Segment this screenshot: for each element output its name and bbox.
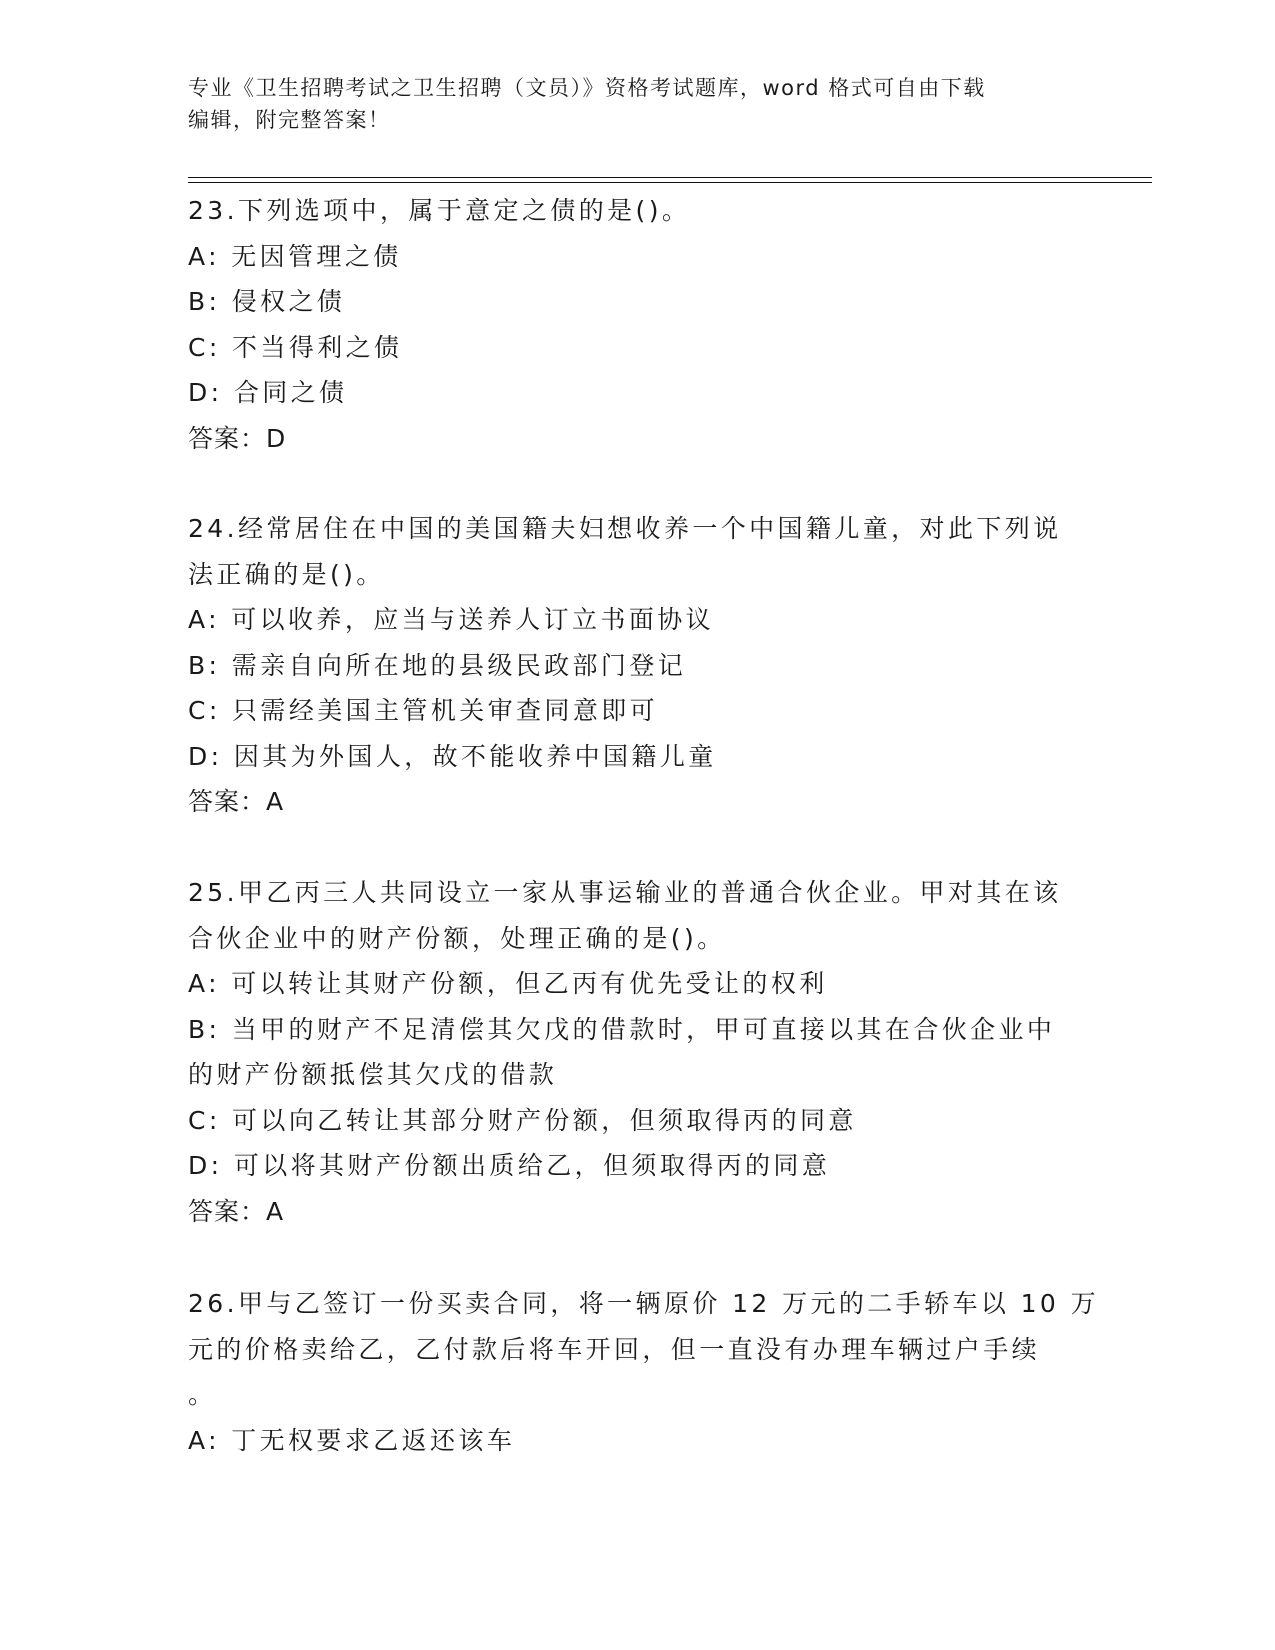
option-c: C: 只需经美国主管机关审查同意即可 [188,696,659,725]
option-a: A: 可以转让其财产份额，但乙丙有优先受让的权利 [188,969,828,998]
option-a: A: 无因管理之债 [188,241,402,271]
header-line-2: 编辑，附完整答案！ [188,108,391,132]
question-stem: 合伙企业中的财产份额，处理正确的是()。 [188,923,726,953]
question-stem: 23.下列选项中，属于意定之债的是()。 [188,196,691,225]
question-25 [188,870,1078,1234]
option-b: 的财产份额抵偿其欠戊的借款 [188,1060,558,1089]
document-header [188,72,1088,136]
question-23 [188,188,1078,461]
header-line-1: 专业《卫生招聘考试之卫生招聘（文员）》资格考试题库，word 格式可自由下载 [188,76,986,100]
option-a: A: 可以收养，应当与送养人订立书面协议 [188,605,715,634]
question-24 [188,506,1078,825]
option-c: C: 可以向乙转让其部分财产份额，但须取得丙的同意 [188,1105,857,1135]
option-a: A: 丁无权要求乙返还该车 [188,1425,516,1455]
option-b: B: 需亲自向所在地的县级民政部门登记 [188,650,687,680]
question-stem: 26.甲与乙签订一份买卖合同，将一辆原价 12 万元的二手轿车以 10 万 [188,1289,1099,1318]
question-26 [188,1281,1099,1463]
option-d: D: 可以将其财产份额出质给乙，但须取得丙的同意 [188,1151,831,1180]
option-d: D: 因其为外国人，故不能收养中国籍儿童 [188,741,717,771]
answer: 答案：A [188,787,285,816]
question-stem: 24.经常居住在中国的美国籍夫妇想收养一个中国籍儿童，对此下列说 [188,514,1062,543]
option-c: C: 不当得利之债 [188,332,403,362]
option-b: B: 当甲的财产不足清偿其欠戊的借款时，甲可直接以其在合伙企业中 [188,1014,1056,1044]
answer: 答案：A [188,1196,285,1226]
question-stem: 法正确的是()。 [188,559,385,589]
answer: 答案：D [188,423,287,453]
question-stem: 。 [188,1380,217,1409]
option-d: D: 合同之债 [188,378,348,407]
question-stem: 25.甲乙丙三人共同设立一家从事运输业的普通合伙企业。甲对其在该 [188,878,1062,907]
option-b: B: 侵权之债 [188,287,346,316]
header-divider [188,177,1152,178]
question-stem: 元的价格卖给乙，乙付款后将车开回，但一直没有办理车辆过户手续 [188,1334,1041,1364]
header-divider [188,182,1152,183]
